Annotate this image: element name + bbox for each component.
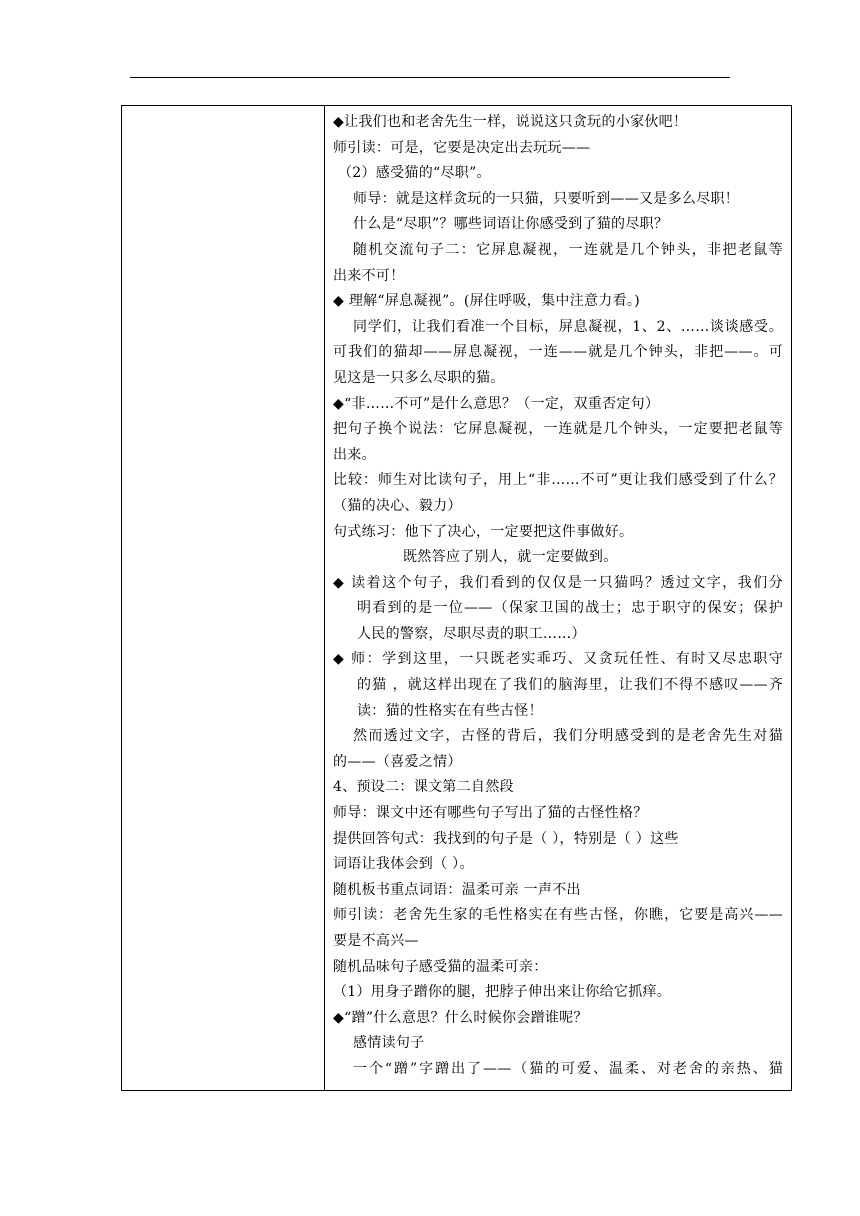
text-line: 什么是“尽职”？哪些词语让你感受到了猫的尽职？: [353, 216, 669, 233]
text-line: 师引读：老舍先生家的毛性格实在有些古怪，你瞧，它要是高兴——: [333, 907, 783, 924]
text-line: 一个“蹭”字蹭出了——（猫的可爱、温柔、对老舍的亲热、猫: [353, 1060, 783, 1077]
text-line: ◆让我们也和老舍先生一样，说说这只贪玩的小家伙吧！: [333, 114, 688, 130]
text-line: 要是不高兴—: [333, 933, 419, 949]
text-line: ◆“非……不可”是什么意思？（一定，双重否定句）: [333, 395, 660, 412]
text-line: 随机交流句子二：它屏息凝视，一连就是几个钟头，非把老鼠等: [353, 241, 783, 258]
text-line: 句式练习：他下了决心，一定要把这件事做好。: [333, 523, 634, 540]
lesson-table: [121, 105, 792, 1091]
text-line: （1）用身子蹭你的腿，把脖子伸出来让你给它抓痒。: [333, 984, 672, 1001]
text-line: ◆“蹭”什么意思？什么时候你会蹭谁呢？: [333, 1009, 588, 1026]
text-line: 词语让我体会到（ ）。: [333, 856, 474, 873]
text-line: 随机品味句子感受猫的温柔可亲：: [333, 958, 548, 975]
header-rule: [130, 77, 730, 78]
text-line: 读：猫的性格实在有些古怪！: [357, 702, 543, 719]
text-line: （猫的决心、毅力）: [333, 497, 462, 514]
text-line: 可我们的猫却——屏息凝视，一连——就是几个钟头，非把——。可: [333, 344, 783, 361]
text-line: 人民的警察，尽职尽责的职工……）: [357, 625, 586, 642]
text-line: 既然答应了别人，就一定要做到。: [403, 549, 618, 566]
text-line: 提供回答句式：我找到的句子是（ ），特别是（ ）这些: [333, 830, 679, 847]
text-line: 明看到的是一位——（保家卫国的战士；忠于职守的保安；保护: [357, 600, 783, 617]
text-line: ◆ 读着这个句子，我们看到的仅仅是一只猫吗？透过文字，我们分: [333, 574, 783, 591]
text-line: 师导：就是这样贪玩的一只猫，只要听到——又是多么尽职！: [353, 190, 740, 207]
table-right-column: [325, 106, 791, 1090]
text-line: ◆ 理解“屏息凝视”。(屏住呼吸，集中注意力看。): [333, 293, 640, 310]
text-line: 感情读句子: [353, 1035, 425, 1052]
text-line: 见这是一只多么尽职的猫。: [333, 369, 505, 386]
text-line: 的猫 ，就这样出现在了我们的脑海里，让我们不得不感叹——齐: [357, 677, 783, 694]
text-line: 出来。: [333, 446, 376, 463]
text-line: 把句子换个说法：它屏息凝视，一连就是几个钟头，一定要把老鼠等: [333, 421, 783, 438]
text-line: 比较：师生对比读句子，用上“非……不可”更让我们感受到了什么？: [333, 472, 783, 489]
table-left-column: [122, 106, 325, 1090]
text-line: 师引读：可是，它要是决定出去玩玩——: [333, 139, 591, 156]
text-line: 然而透过文字，古怪的背后，我们分明感受到的是老舍先生对猫: [353, 728, 783, 745]
text-line: 师导：课文中还有哪些句子写出了猫的古怪性格？: [333, 805, 648, 822]
text-line: ◆ 师：学到这里，一只既老实乖巧、又贪玩任性、有时又尽忠职守: [333, 651, 783, 668]
text-line: （2）感受猫的“尽职”。: [338, 165, 491, 182]
text-line: 的——（喜爱之情）: [333, 753, 462, 770]
text-line: 随机板书重点词语：温柔可亲 一声不出: [333, 881, 581, 898]
text-line: 出来不可！: [333, 267, 405, 284]
text-line: 4、预设二：课文第二自然段: [333, 779, 514, 796]
text-line: 同学们，让我们看准一个目标，屏息凝视，1、2、……谈谈感受。: [353, 318, 783, 335]
